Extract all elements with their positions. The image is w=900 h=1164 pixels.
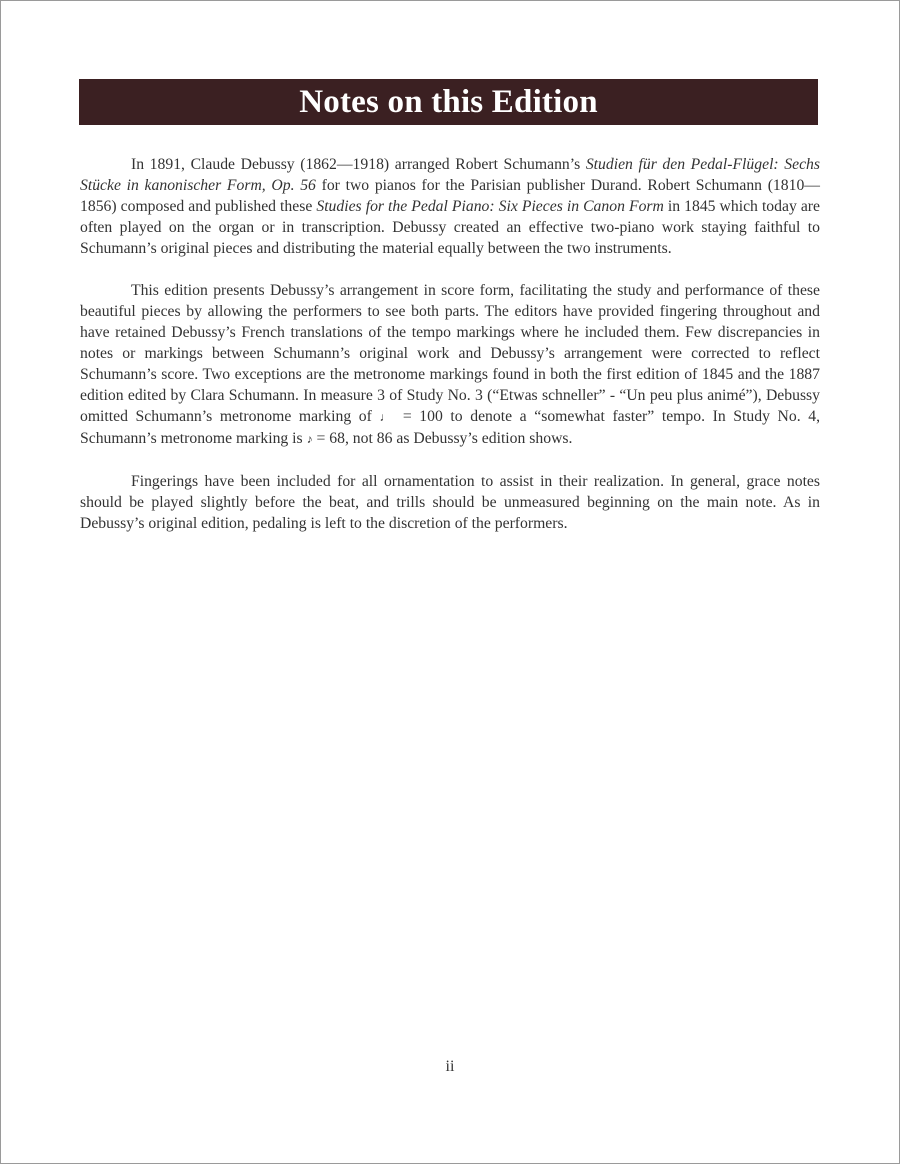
notes-body [80,154,820,555]
p1-outro: in 1845 which today are often played on the organ or in transcription. Debussy created an effective two-piano work staying faithful to Schumann’s original pieces and distributing the material equally between the two instruments. [80,198,820,257]
page-title: Notes on this Edition [299,83,598,120]
page-number: ii [445,1058,455,1075]
p2-part-1: This edition presents Debussy’s arrangement in score form, facilitating the study and performance of these beautiful pieces by allowing the performers to see both parts. The editors have provided fingering throughout and have retained Debussy’s French translations of the tempo markings where he included them. Few discrepancies in notes or markings between Schumann’s original work and Debussy’s arrangement were corrected to reflect Schumann’s score. Two exceptions are the metronome markings found in both the first edition of 1845 and the 1887 edition edited by Clara Schumann. In measure 3 of Study No. 3 (“Etwas schneller” - “Un peu plus animé”), Debussy omitted Schumann’s metronome marking of [80,282,820,425]
quarter-note-icon: ♩ [379,410,396,424]
p1-after-german: for two pianos for the Parisian publisher Durand. Robert Schumann (1810—1856) composed and published these [80,177,820,215]
paragraph-2 [80,280,820,450]
p2-part-2: = 100 to denote a “somewhat faster” tempo. In Study No. 4, Schumann’s metronome marking is [80,408,821,447]
paragraph-1 [80,154,820,259]
paragraph-3: Fingerings have been included for all ornamentation to assist in their realization. In general, grace notes should be played slightly before the beat, and trills should be unmeasured beginning on the main note. As in Debussy’s original edition, pedaling is left to the discretion of the performers. [80,473,820,532]
eighth-note-icon: ♪ [306,432,313,446]
title-banner [79,79,818,125]
p1-work-german: Studien für den Pedal-Flügel: Sechs Stücke in kanonischer Form, Op. 56 [80,156,820,194]
p1-work-english: Studies for the Pedal Piano: Six Pieces in Canon Form [316,198,664,215]
p2-part-3: = 68, not 86 as Debussy’s edition shows. [312,430,573,447]
p1-intro: In 1891, Claude Debussy (1862—1918) arranged Robert Schumann’s [131,156,586,173]
